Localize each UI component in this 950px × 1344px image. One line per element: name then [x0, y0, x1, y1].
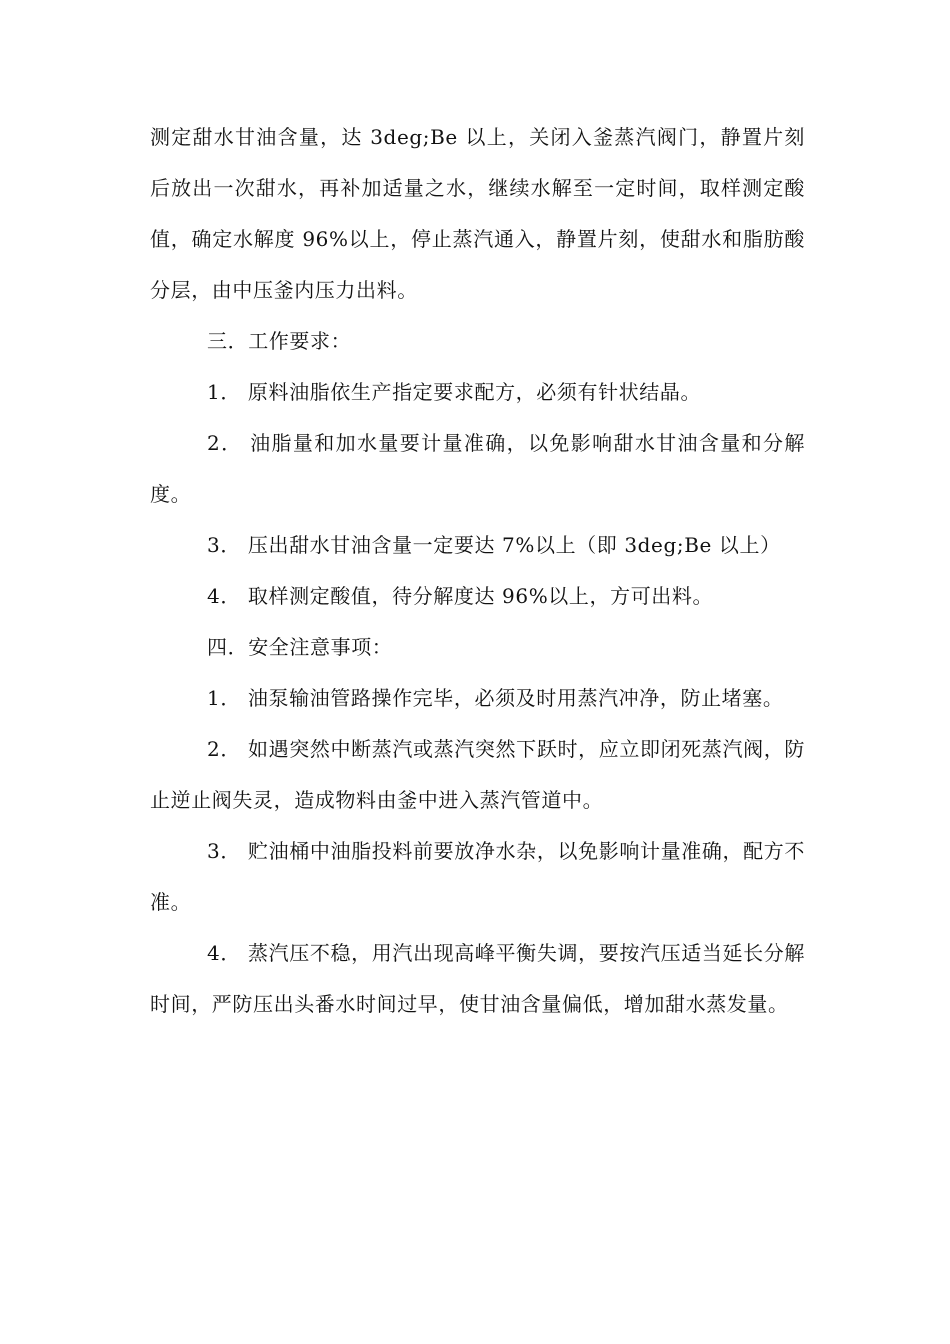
work-requirement-4: 4． 取样测定酸值，待分解度达 96%以上，方可出料。 [207, 584, 714, 608]
work-requirement-3: 3． 压出甜水甘油含量一定要达 7%以上（即 3deg;Be 以上） [207, 533, 781, 557]
safety-note-2: 2． 如遇突然中断蒸汽或蒸汽突然下跃时，应立即闭死蒸汽阀，防止逆止阀失灵，造成物料由釜中进入蒸汽管道中。 [150, 737, 805, 812]
work-requirement-1: 1． 原料油脂依生产指定要求配方，必须有针状结晶。 [207, 380, 702, 404]
safety-note-4: 4． 蒸汽压不稳，用汽出现高峰平衡失调，要按汽压适当延长分解时间，严防压出头番水时间过早，使甘油含量偏低，增加甜水蒸发量。 [150, 941, 805, 1016]
section-heading-work-requirements: 三．工作要求： [207, 329, 352, 353]
document-body [150, 112, 805, 1030]
work-requirement-2: 2． 油脂量和加水量要计量准确，以免影响甜水甘油含量和分解度。 [150, 431, 805, 506]
safety-note-3: 3． 贮油桶中油脂投料前要放净水杂，以免影响计量准确，配方不准。 [150, 839, 805, 914]
safety-note-1: 1． 油泵输油管路操作完毕，必须及时用蒸汽冲净，防止堵塞。 [207, 686, 784, 710]
section-heading-safety-notes: 四．安全注意事项： [207, 635, 393, 659]
paragraph-hydrolysis-procedure: 测定甜水甘油含量，达 3deg;Be 以上，关闭入釜蒸汽阀门，静置片刻后放出一次甜水，再补加适量之水，继续水解至一定时间，取样测定酸值，确定水解度 96%以上，停止蒸汽通入，静置片刻，使甜水和脂肪酸分层，由中压釜内压力出料。 [150, 125, 805, 302]
